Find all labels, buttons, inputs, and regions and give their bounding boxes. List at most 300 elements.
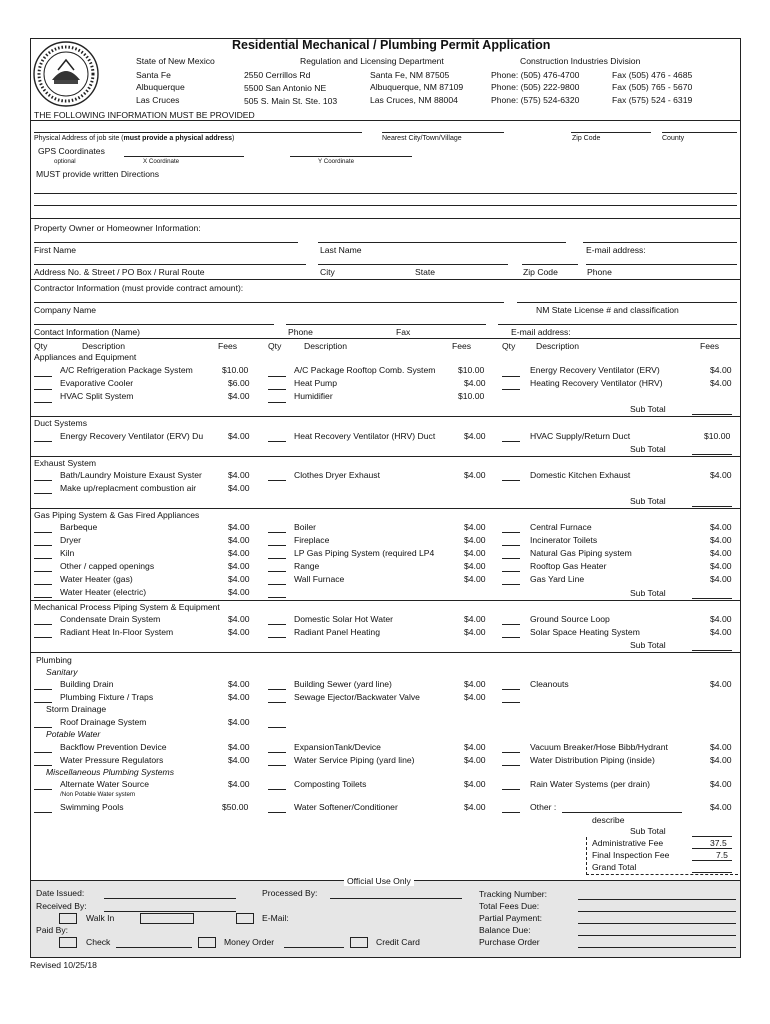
owner-email-field[interactable] bbox=[583, 242, 737, 243]
grand-total-field[interactable] bbox=[692, 872, 732, 873]
owner-address-label: Address No. & Street / PO Box / Rural Route bbox=[34, 267, 205, 277]
item-fee: $4.00 bbox=[464, 522, 486, 532]
jobsite-zip-field[interactable] bbox=[571, 132, 651, 133]
contractor-heading: Contractor Information (must provide contract amount): bbox=[34, 283, 244, 293]
item-label: Rain Water Systems (per drain) bbox=[530, 779, 651, 789]
item-label: ExpansionTank/Device bbox=[294, 742, 381, 752]
item-label: HVAC Supply/Return Duct bbox=[530, 431, 631, 441]
item-fee: $4.00 bbox=[228, 614, 250, 624]
processed-by-label: Processed By: bbox=[262, 888, 318, 898]
desc-header: Description bbox=[536, 341, 579, 351]
item-fee: $4.00 bbox=[710, 535, 732, 545]
owner-last-name-field[interactable] bbox=[318, 242, 566, 243]
owner-zip-field[interactable] bbox=[522, 264, 578, 265]
item-fee: $4.00 bbox=[464, 755, 486, 765]
section-appliances: Appliances and Equipment bbox=[34, 352, 137, 362]
item-label: LP Gas Piping System (required LP4 bbox=[294, 548, 435, 558]
qty-field[interactable] bbox=[268, 558, 286, 559]
item-fee: $4.00 bbox=[228, 470, 250, 480]
item-fee: $4.00 bbox=[710, 561, 732, 571]
office-phone: Phone: (575) 524-6320 bbox=[491, 95, 580, 105]
desc-header: Description bbox=[82, 341, 125, 351]
item-fee: $4.00 bbox=[228, 692, 250, 702]
qty-field[interactable] bbox=[34, 812, 52, 813]
qty-field[interactable] bbox=[34, 637, 52, 638]
item-label: Domestic Solar Hot Water bbox=[294, 614, 394, 624]
item-fee: $4.00 bbox=[464, 692, 486, 702]
subtotal-label: Sub Total bbox=[630, 826, 666, 836]
item-label: Radiant Panel Heating bbox=[294, 627, 380, 637]
qty-field[interactable] bbox=[34, 493, 52, 494]
admin-fee-value: 37.5 bbox=[710, 838, 727, 848]
walk-in-detail-field[interactable] bbox=[140, 913, 194, 924]
qty-field[interactable] bbox=[268, 689, 286, 690]
gps-label: GPS Coordinates bbox=[38, 146, 105, 156]
qty-header: Qty bbox=[268, 341, 282, 351]
qty-field[interactable] bbox=[502, 765, 520, 766]
inspection-fee-line bbox=[692, 860, 732, 861]
qty-field[interactable] bbox=[34, 441, 52, 442]
qty-field[interactable] bbox=[34, 558, 52, 559]
item-label: Bath/Laundry Moisture Exaust Syster bbox=[60, 470, 202, 480]
item-label: Water Service Piping (yard line) bbox=[294, 755, 415, 765]
office-phone: Phone: (505) 222-9800 bbox=[491, 82, 580, 92]
qty-field[interactable] bbox=[34, 765, 52, 766]
paid-by-label: Paid By: bbox=[36, 925, 69, 935]
item-fee: $10.00 bbox=[458, 365, 485, 375]
inspection-fee-value: 7.5 bbox=[716, 850, 728, 860]
owner-phone-label: Phone bbox=[587, 267, 612, 277]
item-fee: $4.00 bbox=[228, 535, 250, 545]
owner-email-label: E-mail address: bbox=[586, 245, 646, 255]
item-label: Heat Recovery Ventilator (HRV) Duct bbox=[294, 431, 436, 441]
item-fee: $4.00 bbox=[464, 431, 486, 441]
qty-field[interactable] bbox=[34, 571, 52, 572]
qty-field[interactable] bbox=[502, 637, 520, 638]
subsection-misc: Miscellaneous Plumbing Systems bbox=[46, 767, 175, 777]
item-label: Natural Gas Piping system bbox=[530, 548, 632, 558]
qty-field[interactable] bbox=[34, 689, 52, 690]
qty-field[interactable] bbox=[34, 389, 52, 390]
item-fee: $4.00 bbox=[228, 627, 250, 637]
y-coordinate-label: Y Coordinate bbox=[318, 158, 355, 165]
revised-date: Revised 10/25/18 bbox=[30, 960, 97, 970]
item-label: Plumbing Fixture / Traps bbox=[60, 692, 154, 702]
qty-field[interactable] bbox=[268, 480, 286, 481]
state-name: State of New Mexico bbox=[136, 56, 215, 66]
check-label: Check bbox=[86, 937, 111, 947]
qty-field[interactable] bbox=[268, 597, 286, 598]
item-label: Boiler bbox=[294, 522, 316, 532]
item-label: Dryer bbox=[60, 535, 82, 545]
first-name-label: First Name bbox=[34, 245, 77, 255]
item-fee: $4.00 bbox=[710, 755, 732, 765]
item-label: Heating Recovery Ventilator (HRV) bbox=[530, 378, 663, 388]
license-field[interactable] bbox=[517, 302, 737, 303]
item-fee: $10.00 bbox=[704, 431, 731, 441]
section-mechanical: Mechanical Process Piping System & Equipment bbox=[34, 602, 220, 612]
item-label: Composting Toilets bbox=[294, 779, 367, 789]
county-field[interactable] bbox=[662, 132, 737, 133]
item-fee: $50.00 bbox=[222, 802, 249, 812]
item-label: Water Softener/Conditioner bbox=[294, 802, 398, 812]
qty-header: Qty bbox=[502, 341, 516, 351]
section-gas: Gas Piping System & Gas Fired Appliances bbox=[34, 510, 200, 520]
owner-state-label: State bbox=[415, 267, 436, 277]
last-name-label: Last Name bbox=[320, 245, 362, 255]
qty-field[interactable] bbox=[34, 597, 52, 598]
processed-by-field[interactable] bbox=[330, 898, 462, 899]
office-fax: Fax (505) 476 - 4685 bbox=[612, 70, 693, 80]
item-fee: $4.00 bbox=[228, 548, 250, 558]
qty-field[interactable] bbox=[502, 689, 520, 690]
qty-field[interactable] bbox=[502, 389, 520, 390]
item-label: Central Furnace bbox=[530, 522, 592, 532]
item-fee: $4.00 bbox=[710, 470, 732, 480]
nearest-city-field[interactable] bbox=[382, 132, 504, 133]
qty-field[interactable] bbox=[268, 637, 286, 638]
x-coordinate-label: X Coordinate bbox=[143, 158, 180, 165]
item-label: Incinerator Toilets bbox=[530, 535, 598, 545]
item-fee: $4.00 bbox=[710, 779, 732, 789]
describe-label: describe bbox=[592, 815, 625, 825]
item-label: HVAC Split System bbox=[60, 391, 134, 401]
qty-field[interactable] bbox=[502, 789, 520, 790]
item-label: A/C Refrigeration Package System bbox=[60, 365, 193, 375]
item-label: Roof Drainage System bbox=[60, 717, 147, 727]
jobsite-address-label: Physical Address of job site (must provide a physical address) bbox=[34, 135, 235, 142]
qty-field[interactable] bbox=[502, 752, 520, 753]
qty-field[interactable] bbox=[268, 702, 286, 703]
qty-field[interactable] bbox=[502, 558, 520, 559]
item-label: Building Drain bbox=[60, 679, 114, 689]
qty-field[interactable] bbox=[34, 480, 52, 481]
item-label: A/C Package Rooftop Comb. System bbox=[294, 365, 436, 375]
item-fee: $4.00 bbox=[710, 627, 732, 637]
item-fee: $4.00 bbox=[464, 561, 486, 571]
qty-field[interactable] bbox=[502, 584, 520, 585]
official-use-heading: Official Use Only bbox=[344, 876, 414, 886]
item-label: Cleanouts bbox=[530, 679, 569, 689]
desc-header: Description bbox=[304, 341, 347, 351]
contact-email-label: E-mail address: bbox=[511, 327, 571, 337]
item-fee: $4.00 bbox=[464, 470, 486, 480]
must-provide-notice: THE FOLLOWING INFORMATION MUST BE PROVIDED bbox=[34, 110, 255, 120]
subtotal-label: Sub Total bbox=[630, 404, 666, 414]
owner-zip-label: Zip Code bbox=[523, 267, 558, 277]
subsection-storm: Storm Drainage bbox=[46, 704, 107, 714]
qty-field[interactable] bbox=[502, 812, 520, 813]
item-label: Domestic Kitchen Exhaust bbox=[530, 470, 631, 480]
qty-field[interactable] bbox=[268, 376, 286, 377]
qty-field[interactable] bbox=[502, 376, 520, 377]
item-fee: $4.00 bbox=[464, 378, 486, 388]
qty-field[interactable] bbox=[34, 532, 52, 533]
office-citystate: Albuquerque, NM 87109 bbox=[370, 82, 464, 92]
item-label: Water Heater (electric) bbox=[60, 587, 147, 597]
qty-field[interactable] bbox=[268, 441, 286, 442]
money-order-checkbox[interactable] bbox=[198, 937, 216, 948]
admin-fee-label: Administrative Fee bbox=[592, 838, 664, 848]
item-fee: $4.00 bbox=[228, 483, 250, 493]
directions-line[interactable] bbox=[34, 205, 737, 206]
office-fax: Fax (505) 765 - 5670 bbox=[612, 82, 693, 92]
owner-address-field[interactable] bbox=[34, 264, 306, 265]
item-label: Other / capped openings bbox=[60, 561, 155, 571]
company-name-field[interactable] bbox=[34, 302, 504, 303]
check-number-field[interactable] bbox=[116, 947, 192, 948]
directions-line[interactable] bbox=[34, 193, 737, 194]
contact-email-field[interactable] bbox=[498, 324, 737, 325]
email-checkbox[interactable] bbox=[236, 913, 254, 924]
office-fax: Fax (575) 524 - 6319 bbox=[612, 95, 693, 105]
nonpotable-note: /Non Potable Water system bbox=[60, 791, 136, 798]
qty-field[interactable] bbox=[502, 624, 520, 625]
fees-header: Fees bbox=[452, 341, 472, 351]
balance-due-field[interactable] bbox=[578, 935, 736, 936]
subtotal-label: Sub Total bbox=[630, 640, 666, 650]
item-fee: $10.00 bbox=[222, 365, 249, 375]
item-fee: $4.00 bbox=[228, 574, 250, 584]
qty-field[interactable] bbox=[268, 584, 286, 585]
purchase-order-label: Purchase Order bbox=[479, 937, 540, 947]
office-address: 505 S. Main St. Ste. 103 bbox=[244, 96, 338, 106]
item-fee: $4.00 bbox=[710, 742, 732, 752]
contact-phone-label: Phone bbox=[288, 327, 313, 337]
credit-card-label: Credit Card bbox=[376, 937, 420, 947]
y-coordinate-field[interactable] bbox=[290, 156, 412, 157]
item-fee: $4.00 bbox=[710, 548, 732, 558]
item-label: Condensate Drain System bbox=[60, 614, 161, 624]
item-fee: $4.00 bbox=[228, 391, 250, 401]
item-fee: $4.00 bbox=[228, 431, 250, 441]
item-fee: $4.00 bbox=[464, 627, 486, 637]
date-issued-label: Date Issued: bbox=[36, 888, 85, 898]
qty-field[interactable] bbox=[34, 545, 52, 546]
item-label: Sewage Ejector/Backwater Valve bbox=[294, 692, 420, 702]
section-duct: Duct Systems bbox=[34, 418, 88, 428]
jobsite-address-field[interactable] bbox=[34, 132, 362, 133]
walk-in-label: Walk In bbox=[86, 913, 115, 923]
qty-field[interactable] bbox=[502, 571, 520, 572]
directions-label: MUST provide written Directions bbox=[36, 169, 160, 179]
item-fee: $6.00 bbox=[228, 378, 250, 388]
item-label: Solar Space Heating System bbox=[530, 627, 640, 637]
total-fees-field[interactable] bbox=[578, 911, 736, 912]
state-seal-icon bbox=[30, 40, 102, 108]
subtotal-field[interactable] bbox=[692, 414, 732, 415]
item-fee: $4.00 bbox=[710, 679, 732, 689]
subtotal-label: Sub Total bbox=[630, 588, 666, 598]
office-address: 5500 San Antonio NE bbox=[244, 83, 327, 93]
item-fee: $4.00 bbox=[228, 755, 250, 765]
item-fee: $4.00 bbox=[464, 574, 486, 584]
item-label: Clothes Dryer Exhaust bbox=[294, 470, 380, 480]
section-plumbing: Plumbing bbox=[36, 655, 72, 665]
inspection-fee-label: Final Inspection Fee bbox=[592, 850, 670, 860]
received-by-field[interactable] bbox=[104, 911, 236, 912]
item-label: Energy Recovery Ventilator (ERV) Du bbox=[60, 431, 204, 441]
x-coordinate-field[interactable] bbox=[124, 156, 244, 157]
email-label: E-Mail: bbox=[262, 913, 289, 923]
qty-field[interactable] bbox=[34, 727, 52, 728]
qty-field[interactable] bbox=[34, 402, 52, 403]
qty-header: Qty bbox=[34, 341, 48, 351]
item-fee: $4.00 bbox=[464, 802, 486, 812]
form-title: Residential Mechanical / Plumbing Permit Application bbox=[232, 38, 551, 52]
item-label: Heat Pump bbox=[294, 378, 337, 388]
item-label: Gas Yard Line bbox=[530, 574, 585, 584]
item-label: Kiln bbox=[60, 548, 75, 558]
partial-payment-label: Partial Payment: bbox=[479, 913, 543, 923]
date-issued-field[interactable] bbox=[104, 898, 236, 899]
grand-total-label: Grand Total bbox=[592, 862, 637, 872]
item-fee: $4.00 bbox=[464, 548, 486, 558]
item-label: Water Heater (gas) bbox=[60, 574, 133, 584]
contact-fax-label: Fax bbox=[396, 327, 411, 337]
item-fee: $4.00 bbox=[228, 587, 250, 597]
qty-field[interactable] bbox=[34, 752, 52, 753]
subtotal-field[interactable] bbox=[692, 506, 732, 507]
item-label: Evaporative Cooler bbox=[60, 378, 134, 388]
item-fee: $4.00 bbox=[228, 522, 250, 532]
office-citystate: Las Cruces, NM 88004 bbox=[370, 95, 458, 105]
qty-field[interactable] bbox=[34, 702, 52, 703]
contact-name-field[interactable] bbox=[34, 324, 274, 325]
credit-card-checkbox[interactable] bbox=[350, 937, 368, 948]
item-label: Alternate Water Source bbox=[60, 779, 150, 789]
office-phone: Phone: (505) 476-4700 bbox=[491, 70, 580, 80]
item-fee: $4.00 bbox=[228, 742, 250, 752]
qty-field[interactable] bbox=[268, 789, 286, 790]
item-label: Ground Source Loop bbox=[530, 614, 610, 624]
item-fee: $4.00 bbox=[464, 535, 486, 545]
contact-label: Contact Information (Name) bbox=[34, 327, 141, 337]
office-citystate: Santa Fe, NM 87505 bbox=[370, 70, 450, 80]
office-city: Albuquerque bbox=[136, 82, 185, 92]
partial-payment-field[interactable] bbox=[578, 923, 736, 924]
item-label: Rooftop Gas Heater bbox=[530, 561, 607, 571]
office-city: Santa Fe bbox=[136, 70, 171, 80]
owner-city-state-field[interactable] bbox=[318, 264, 508, 265]
subtotal-label: Sub Total bbox=[630, 496, 666, 506]
fees-header: Fees bbox=[218, 341, 238, 351]
item-fee: $10.00 bbox=[458, 391, 485, 401]
fees-header: Fees bbox=[700, 341, 720, 351]
owner-city-label: City bbox=[320, 267, 335, 277]
item-fee: $4.00 bbox=[710, 574, 732, 584]
item-label: Humidifier bbox=[294, 391, 333, 401]
other-describe-field[interactable] bbox=[562, 812, 682, 813]
owner-phone-field[interactable] bbox=[586, 264, 737, 265]
department: Regulation and Licensing Department bbox=[300, 56, 444, 66]
company-name-label: Company Name bbox=[34, 305, 97, 315]
qty-field[interactable] bbox=[502, 545, 520, 546]
check-checkbox[interactable] bbox=[59, 937, 77, 948]
qty-field[interactable] bbox=[502, 441, 520, 442]
subsection-sanitary: Sanitary bbox=[46, 667, 78, 677]
qty-field[interactable] bbox=[268, 765, 286, 766]
money-order-field[interactable] bbox=[284, 947, 344, 948]
subtotal-field[interactable] bbox=[692, 454, 732, 455]
item-fee: $4.00 bbox=[710, 378, 732, 388]
item-label: Wall Furnace bbox=[294, 574, 345, 584]
qty-field[interactable] bbox=[268, 545, 286, 546]
item-fee: $4.00 bbox=[710, 614, 732, 624]
subtotal-field[interactable] bbox=[692, 650, 732, 651]
owner-first-name-field[interactable] bbox=[34, 242, 298, 243]
tracking-label: Tracking Number: bbox=[479, 889, 547, 899]
optional-label: optional bbox=[54, 158, 76, 165]
owner-heading: Property Owner or Homeowner Information: bbox=[34, 223, 201, 233]
office-city: Las Cruces bbox=[136, 95, 180, 105]
item-label: Radiant Heat In-Floor System bbox=[60, 627, 174, 637]
qty-field[interactable] bbox=[268, 389, 286, 390]
qty-field[interactable] bbox=[268, 571, 286, 572]
qty-field[interactable] bbox=[502, 480, 520, 481]
qty-field[interactable] bbox=[268, 532, 286, 533]
item-label: Energy Recovery Ventilator (ERV) bbox=[530, 365, 660, 375]
item-fee: $4.00 bbox=[464, 614, 486, 624]
qty-field[interactable] bbox=[34, 376, 52, 377]
license-label: NM State License # and classification bbox=[536, 305, 679, 315]
zip-label: Zip Code bbox=[572, 135, 601, 142]
item-label: Make up/replacment combustion air bbox=[60, 483, 197, 493]
purchase-order-field[interactable] bbox=[578, 947, 736, 948]
qty-field[interactable] bbox=[34, 584, 52, 585]
nearest-city-label: Nearest City/Town/Village bbox=[382, 135, 462, 142]
item-label: Backflow Prevention Device bbox=[60, 742, 167, 752]
item-label: Building Sewer (yard line) bbox=[294, 679, 392, 689]
item-label: Range bbox=[294, 561, 320, 571]
qty-field[interactable] bbox=[502, 702, 520, 703]
subtotal-label: Sub Total bbox=[630, 444, 666, 454]
qty-field[interactable] bbox=[268, 812, 286, 813]
division: Construction Industries Division bbox=[520, 56, 641, 66]
item-label: Water Distribution Piping (inside) bbox=[530, 755, 655, 765]
item-label: Water Pressure Regulators bbox=[60, 755, 164, 765]
county-label: County bbox=[662, 135, 685, 142]
qty-field[interactable] bbox=[268, 727, 286, 728]
received-by-label: Received By: bbox=[36, 901, 87, 911]
subtotal-field[interactable] bbox=[692, 598, 732, 599]
qty-field[interactable] bbox=[502, 532, 520, 533]
contact-phone-fax-field[interactable] bbox=[286, 324, 486, 325]
item-label: Fireplace bbox=[294, 535, 330, 545]
money-order-label: Money Order bbox=[224, 937, 275, 947]
subsection-potable: Potable Water bbox=[46, 729, 101, 739]
item-fee: $4.00 bbox=[464, 742, 486, 752]
qty-field[interactable] bbox=[34, 624, 52, 625]
qty-field[interactable] bbox=[268, 402, 286, 403]
item-fee: $4.00 bbox=[710, 802, 732, 812]
item-label: Other : bbox=[530, 802, 557, 812]
balance-due-label: Balance Due: bbox=[479, 925, 531, 935]
total-fees-label: Total Fees Due: bbox=[479, 901, 540, 911]
tracking-field[interactable] bbox=[578, 899, 736, 900]
qty-field[interactable] bbox=[34, 789, 52, 790]
qty-field[interactable] bbox=[268, 752, 286, 753]
walk-in-checkbox[interactable] bbox=[59, 913, 77, 924]
item-fee: $4.00 bbox=[228, 561, 250, 571]
item-fee: $4.00 bbox=[710, 522, 732, 532]
item-label: Vacuum Breaker/Hose Bibb/Hydrant bbox=[530, 742, 668, 752]
qty-field[interactable] bbox=[268, 624, 286, 625]
item-fee: $4.00 bbox=[228, 679, 250, 689]
item-fee: $4.00 bbox=[710, 365, 732, 375]
section-exhaust: Exhaust System bbox=[34, 458, 97, 468]
admin-fee-line bbox=[692, 848, 732, 849]
